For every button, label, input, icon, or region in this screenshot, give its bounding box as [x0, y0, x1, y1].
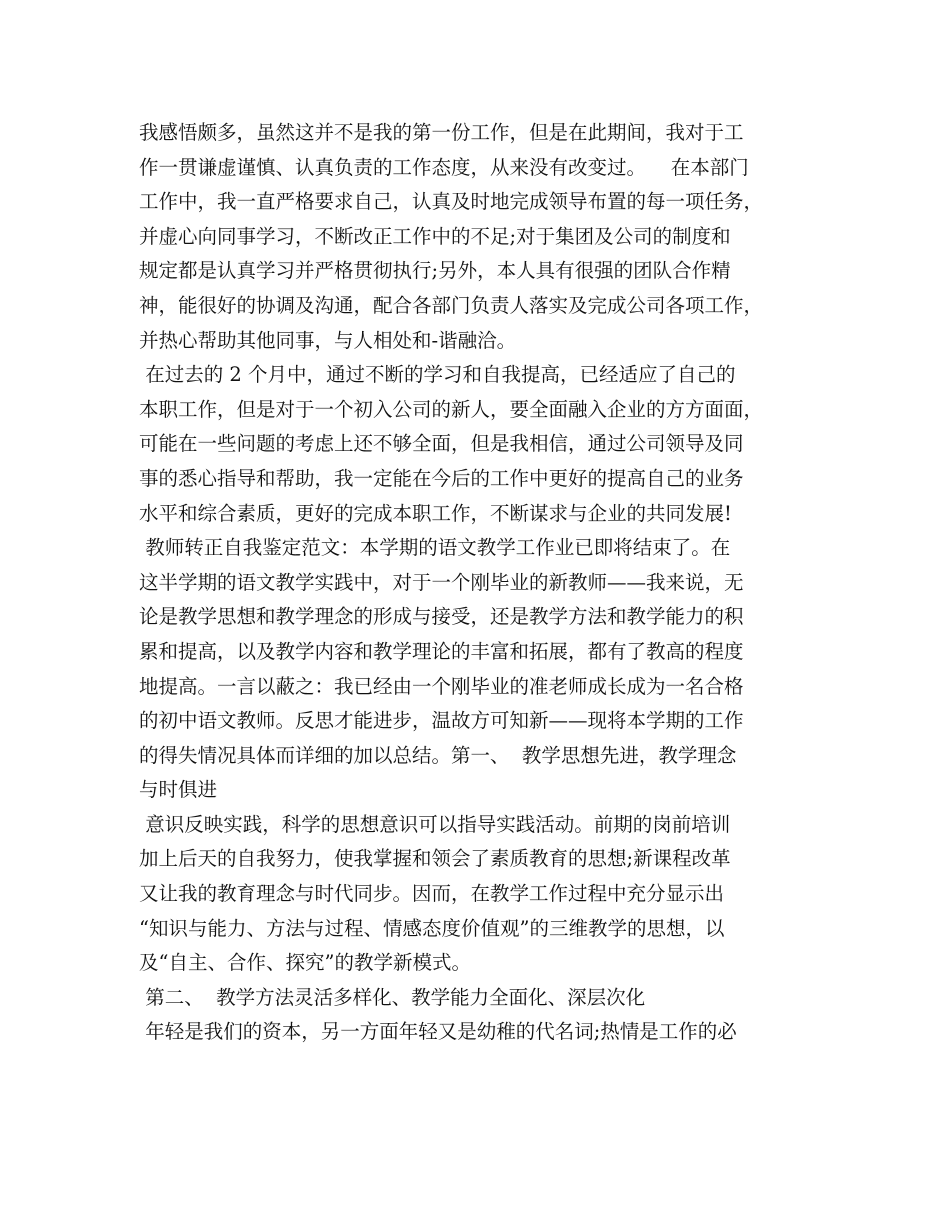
- text-line: 事的悉心指导和帮助，我一定能在今后的工作中更好的提高自己的业务: [139, 466, 744, 490]
- text-line: 及“自主、合作、探究”的教学新模式。: [139, 951, 471, 975]
- text-line: 本职工作，但是对于一个初入公司的新人，要全面融入企业的方方面面，: [139, 397, 764, 421]
- text-line: 水平和综合素质，更好的完成本职工作，不断谋求与企业的共同发展!: [139, 501, 732, 525]
- text-line: 神，能很好的协调及沟通，配合各部门负责人落实及完成公司各项工作，: [139, 293, 764, 317]
- text-line: 意识反映实践，科学的思想意识可以指导实践活动。前期的岗前培训: [139, 812, 731, 836]
- document-body: [139, 116, 819, 1050]
- text-line: 我感悟颇多，虽然这并不是我的第一份工作，但是在此期间，我对于工: [139, 121, 744, 144]
- text-line: 这半学期的语文教学实践中，对于一个刚毕业的新教师——我来说，无: [139, 570, 744, 594]
- text-line: 并虚心向同事学习，不断改正工作中的不足;对于集团及公司的制度和: [139, 224, 731, 248]
- text-line: 作一贯谦虚谨慎、认真负责的工作态度，从来没有改变过。 在本部门: [139, 155, 749, 179]
- text-line: 又让我的教育理念与时代同步。因而，在教学工作过程中充分显示出: [139, 882, 725, 906]
- text-line: 加上后天的自我努力，使我掌握和领会了素质教育的思想;新课程改革: [139, 847, 731, 871]
- text-line: 可能在一些问题的考虑上还不够全面，但是我相信，通过公司领导及同: [139, 432, 744, 456]
- text-line: 年轻是我们的资本，另一方面年轻又是幼稚的代名词;热情是工作的必: [139, 1020, 737, 1044]
- text-line: 的得失情况具体而详细的加以总结。第一、 教学思想先进，教学理念: [139, 743, 737, 767]
- text-line: 的初中语文教师。反思才能进步，温故方可知新——现将本学期的工作: [139, 709, 744, 733]
- text-line: 第二、 教学方法灵活多样化、教学能力全面化、深层次化: [139, 985, 646, 1009]
- text-line: 在过去的 2 个月中，通过不断的学习和自我提高，已经适应了自己的: [139, 363, 736, 387]
- text-line: “知识与能力、方法与过程、情感态度价值观”的三维教学的思想，以: [139, 916, 725, 940]
- text-line: 并热心帮助其他同事，与人相处和-谐融洽。: [139, 328, 517, 352]
- text-line: 论是教学思想和教学理念的形成与接受，还是教学方法和教学能力的积: [139, 605, 744, 629]
- text-line: 规定都是认真学习并严格贯彻执行;另外，本人具有很强的团队合作精: [139, 259, 731, 283]
- text-line: 地提高。一言以蔽之：我已经由一个刚毕业的准老师成长成为一名合格: [139, 674, 744, 698]
- text-line: 工作中，我一直严格要求自己，认真及时地完成领导布置的每一项任务，: [139, 190, 764, 214]
- text-line: 与时俱进: [139, 778, 218, 802]
- text-line: 教师转正自我鉴定范文：本学期的语文教学工作业已即将结束了。在: [139, 536, 731, 560]
- text-line: 累和提高，以及教学内容和教学理论的丰富和拓展，都有了教高的程度: [139, 639, 744, 663]
